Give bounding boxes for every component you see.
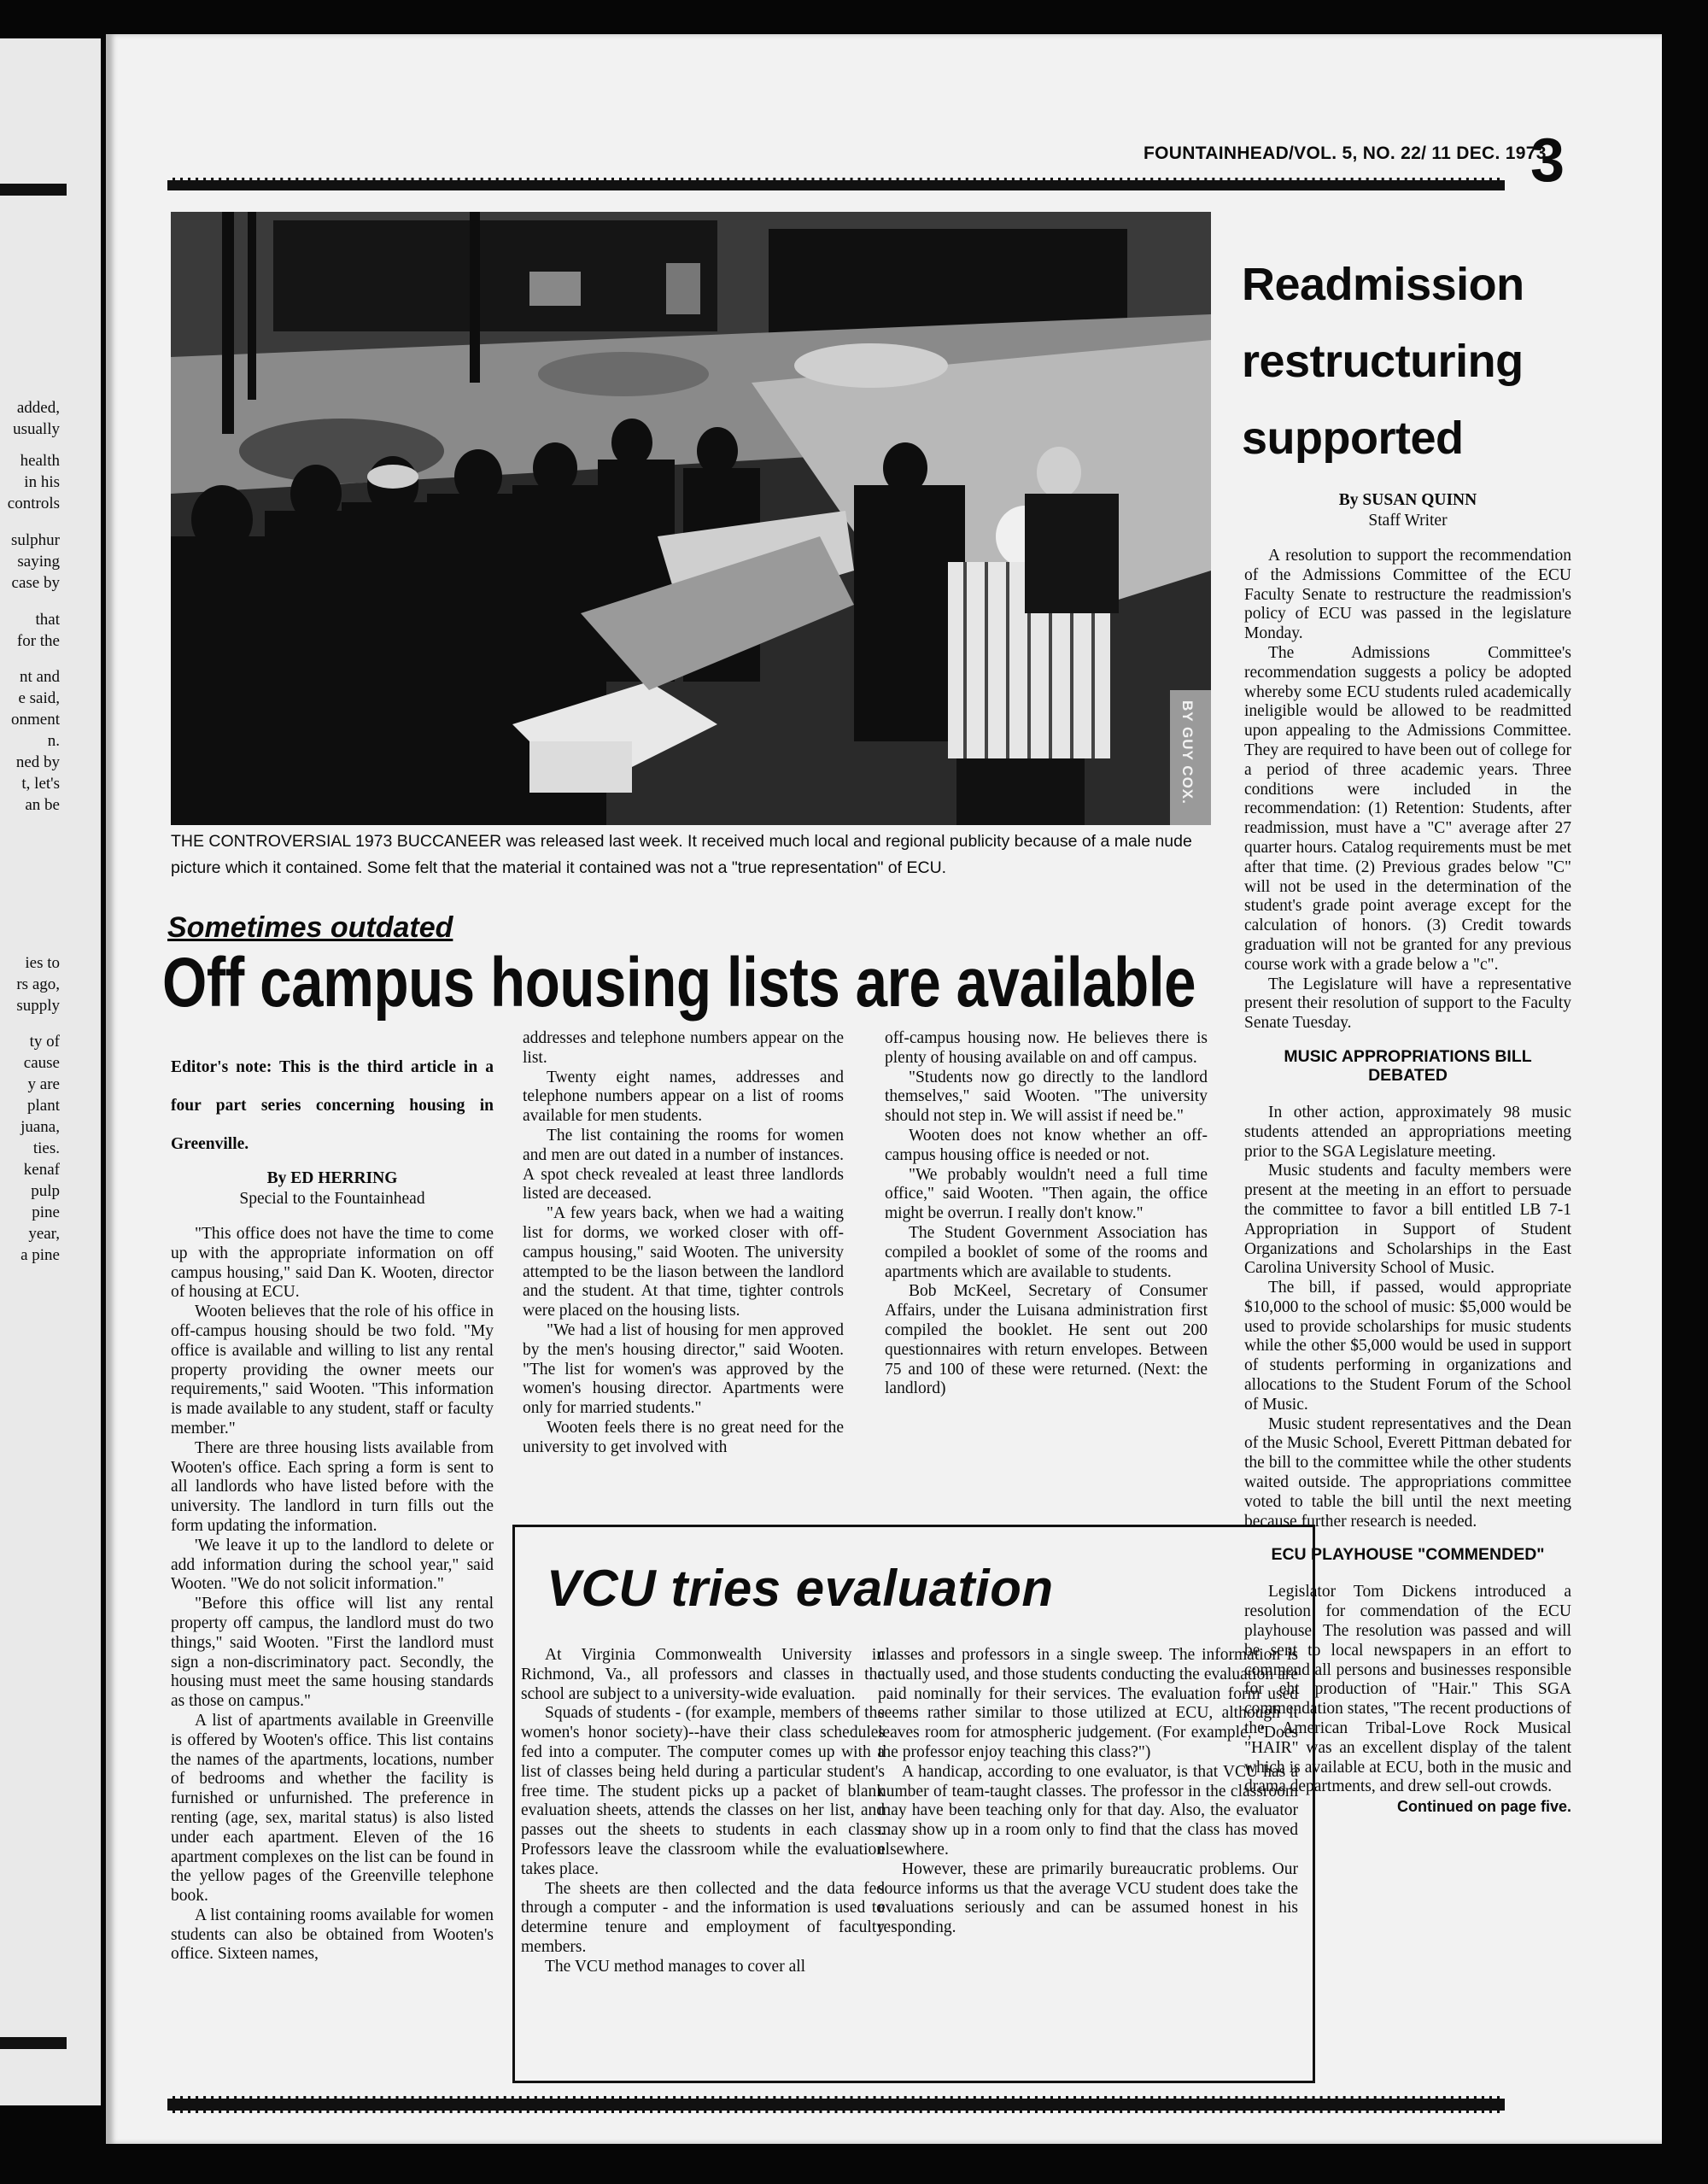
previous-page-rule-bottom bbox=[0, 2037, 67, 2049]
paragraph: "This office does not have the time to come up with the appropriate information on off campus housing," said Dan K. Wooten, director of housing at ECU. bbox=[171, 1225, 494, 1302]
editors-note: Editor's note: This is the third article in a four part series concerning housing in Greenville. bbox=[171, 1058, 494, 1153]
paragraph: "We probably wouldn't need a full time office," said Wooten. "Then again, the office might be overrun. I really don't know." bbox=[885, 1165, 1208, 1223]
paragraph: The Student Government Association has compiled a booklet of some of the rooms and apartments which are available to students. bbox=[885, 1223, 1208, 1281]
paragraph: "Students now go directly to the landlord themselves," said Wooten. "The university should not step in. We will assist if need be." bbox=[885, 1068, 1208, 1126]
housing-column-3-body bbox=[885, 1029, 1208, 1399]
previous-page-rule bbox=[0, 184, 67, 196]
readmission-headline-line: supported bbox=[1242, 413, 1464, 464]
top-rule bbox=[167, 178, 1505, 190]
paragraph: A resolution to support the recommendation of the Admissions Committee of the ECU Faculty Senate to restructure the readmission's policy of ECU was passed in the legislature Monday. bbox=[1244, 547, 1571, 643]
playhouse-subhead: ECU PLAYHOUSE "COMMENDED" bbox=[1271, 1545, 1545, 1565]
newspaper-page bbox=[106, 34, 1662, 2144]
paragraph: There are three housing lists available from Wooten's office. Each spring a form is sent to all landlords who have listed before with the university. The landlord in turn fills out the form updating the information. bbox=[171, 1438, 494, 1535]
previous-page-fragment: that bbox=[35, 611, 60, 629]
previous-page-fragment: saying bbox=[17, 553, 60, 571]
previous-page-fragment: health bbox=[20, 452, 60, 470]
readmission-byline bbox=[1244, 490, 1571, 531]
paragraph: Bob McKeel, Secretary of Consumer Affairs, under the Luisana administration first compiled the booklet. He sent out 200 questionnaires with return envelopes. Between 75 and 100 of these were returned. (Next: the landlord) bbox=[885, 1282, 1208, 1398]
paragraph: classes and professors in a single sweep. The information is actually used, and those students conducting the evaluation are paid nominally for their services. The evaluation form used seems rather similar to those utilized at ECU, although it leaves room for atmospheric judgement. (For example, "Does the professor enjoy teaching this class?") bbox=[878, 1646, 1298, 1761]
housing-byline-title: Special to the Fountainhead bbox=[239, 1190, 425, 1208]
previous-page-fragment: an be bbox=[25, 796, 60, 814]
housing-column-3 bbox=[885, 1029, 1208, 1399]
paragraph: Music students and faculty members were present at the meeting in an effort to persuade the committee to favor a bill entitled LB 7-1 Appropriation in Support of Student Organizations and Scholarships in the East Carolina University School of Music. bbox=[1244, 1162, 1571, 1278]
paragraph: The bill, if passed, would appropriate $10,000 to the school of music: $5,000 would be used to provide scholarships for music students while the other $5,000 would be used in support of students performing in organizations and allocations to the Student Forum of the School of Music. bbox=[1244, 1279, 1571, 1414]
paragraph: At Virginia Commonwealth University in Richmond, Va., all professors and classes in the school are subject to a university-wide evaluation. bbox=[521, 1646, 885, 1703]
readmission-body-1 bbox=[1244, 547, 1571, 1033]
photo-crowd-illustration bbox=[171, 212, 1211, 825]
housing-column-1 bbox=[171, 1048, 494, 1964]
paragraph: The Legislature will have a representative present their resolution of support to the Faculty Senate Tuesday. bbox=[1244, 975, 1571, 1033]
readmission-headline-line: Readmission bbox=[1242, 259, 1524, 310]
vcu-column-1-body bbox=[521, 1646, 885, 1977]
previous-page-fragment: ties. bbox=[32, 1139, 60, 1157]
paragraph: Wooten believes that the role of his office in off-campus housing should be two fold. "My office is available and willing to list any rental property providing the owner meets our requirements," said Wooten. "This information is made available to any student, staff or faculty member." bbox=[171, 1303, 494, 1437]
readmission-headline bbox=[1242, 246, 1524, 477]
previous-page-fragment: pine bbox=[32, 1203, 60, 1221]
housing-column-2 bbox=[523, 1029, 844, 1458]
readmission-byline-name: By SUSAN QUINN bbox=[1338, 491, 1477, 509]
previous-page-fragment: e said, bbox=[18, 689, 60, 707]
bottom-rule bbox=[167, 2096, 1505, 2113]
previous-page-fragment: pulp bbox=[31, 1182, 60, 1200]
previous-page-fragment: a pine bbox=[20, 1246, 60, 1264]
previous-page-strip bbox=[0, 38, 101, 2105]
music-subhead: MUSIC APPROPRIATIONS BILL DEBATED bbox=[1284, 1046, 1532, 1085]
previous-page-fragment: controls bbox=[7, 495, 60, 512]
previous-page-fragment: rs ago, bbox=[16, 975, 60, 993]
previous-page-fragment: n. bbox=[47, 732, 60, 750]
previous-page-fragment: onment bbox=[11, 711, 60, 729]
paragraph: addresses and telephone numbers appear on the list. bbox=[523, 1029, 844, 1067]
previous-page-fragment: for the bbox=[16, 632, 60, 650]
paragraph: The VCU method manages to cover all bbox=[545, 1957, 806, 1976]
previous-page-fragment: ned by bbox=[15, 753, 60, 771]
readmission-headline-line: restructuring bbox=[1242, 336, 1524, 387]
vcu-column-2 bbox=[878, 1646, 1298, 1938]
paragraph: 'We leave it up to the landlord to delete or add information during the school year," said Wooten. "We do not solicit information." bbox=[171, 1536, 494, 1594]
previous-page-fragment: case by bbox=[11, 574, 60, 592]
vcu-column-2-body bbox=[878, 1646, 1298, 1938]
continued-notice: Continued on page five. bbox=[1396, 1798, 1571, 1816]
paragraph: Legislator Tom Dickens introduced a resolution for commendation of the ECU playhouse. The resolution was passed and will be sent to local newspapers in an effort to commend all persons and businesses responsible for eht production of "Hair." This SGA commendation states, "The recent productions of the American Tribal-Love Rock Musical "HAIR" was an excellent display of the talent which is available at ECU, both in the music and drama departments, and drew sell-out crowds. bbox=[1244, 1583, 1571, 1796]
page-number: 3 bbox=[1530, 126, 1565, 195]
previous-page-fragment: supply bbox=[16, 997, 60, 1015]
previous-page-fragment: ty of bbox=[29, 1033, 60, 1051]
previous-page-fragment: year, bbox=[28, 1225, 60, 1243]
photo-caption: THE CONTROVERSIAL 1973 BUCCANEER was released last week. It received much local and regional publicity because of a male nude picture which it contained. Some felt that the material it contained was not a "true representation" of ECU. bbox=[171, 832, 1192, 877]
paragraph: Wooten does not know whether an off-campus housing office is needed or not. bbox=[885, 1126, 1208, 1164]
previous-page-fragment: ies to bbox=[25, 954, 60, 972]
readmission-body-2 bbox=[1244, 1104, 1571, 1532]
housing-byline-name: By ED HERRING bbox=[266, 1169, 398, 1187]
previous-page-fragment: t, let's bbox=[21, 775, 60, 793]
previous-page-fragment: plant bbox=[27, 1097, 60, 1115]
buccaneer-photo bbox=[171, 212, 1211, 825]
housing-kicker: Sometimes outdated bbox=[167, 911, 453, 944]
housing-byline bbox=[171, 1168, 494, 1209]
paragraph: "We had a list of housing for men approved by the men's housing director," said Wooten. "The list for women's was approved by the women's housing director. Apartments were only for married students." bbox=[523, 1320, 844, 1418]
vcu-headline: VCU tries evaluation bbox=[547, 1560, 1054, 1617]
vcu-column-1 bbox=[521, 1646, 885, 1977]
previous-page-fragment: added, bbox=[16, 399, 60, 417]
paragraph: A list containing rooms available for women students can also be obtained from Wooten's office. Sixteen names, bbox=[171, 1906, 494, 1964]
previous-page-fragment: juana, bbox=[20, 1118, 60, 1136]
paragraph: Music student representatives and the Dean of the Music School, Everett Pittman debated for the bill to the committee while the other students waited outside. The appropriations committee voted to table the bill until the next meeting because further research is needed. bbox=[1244, 1414, 1571, 1531]
previous-page-fragment: kenaf bbox=[23, 1161, 60, 1179]
paragraph: A handicap, according to one evaluator, is that VCU has a number of team-taught classes. The professor in the classroom may have been teaching only for that day. Also, the evaluator may show up in a room only to find that the class has moved elsewhere. bbox=[878, 1762, 1298, 1859]
housing-column-1-body bbox=[171, 1225, 494, 1964]
paragraph: The list containing the rooms for women and men are out dated in a number of instances. A spot check revealed at least three landlords listed are deceased. bbox=[523, 1126, 844, 1203]
previous-page-fragment: in his bbox=[24, 473, 60, 491]
previous-page-fragment: usually bbox=[13, 420, 60, 438]
paragraph: Twenty eight names, addresses and telephone numbers appear on a list of rooms available for men students. bbox=[523, 1068, 844, 1126]
paragraph: Squads of students - (for example, members of the women's honor society)--have their class schedules fed into a computer. The computer comes up with a list of classes being held during a particular student's free time. The student picks up a packet of blank evaluation sheets, attends the classes on her list, and passes out the sheets to students in each class. Professors leave the classroom while the evaluation takes place. bbox=[521, 1704, 885, 1878]
housing-column-2-body bbox=[523, 1029, 844, 1458]
paragraph: The sheets are then collected and the data fed through a computer - and the information is used to determine tenure and employment of faculty members. bbox=[521, 1879, 885, 1956]
readmission-body-3 bbox=[1244, 1583, 1571, 1797]
paragraph: However, these are primarily bureaucratic problems. Our source informs us that the average VCU student does take the evaluations seriously and can be assumed honest in his responding. bbox=[878, 1859, 1298, 1937]
paragraph: Wooten feels there is no great need for the university to get involved with bbox=[523, 1418, 844, 1456]
previous-page-fragment: y are bbox=[27, 1075, 60, 1093]
previous-page-fragment: cause bbox=[23, 1054, 60, 1072]
previous-page-fragment: nt and bbox=[20, 668, 60, 686]
folio-line: FOUNTAINHEAD/VOL. 5, NO. 22/ 11 DEC. 1973 bbox=[1144, 143, 1547, 163]
paragraph: In other action, approximately 98 music students attended an appropriations meeting prior to the SGA Legislature meeting. bbox=[1244, 1103, 1571, 1161]
paragraph: off-campus housing now. He believes there is plenty of housing available on and off campus. bbox=[885, 1029, 1208, 1067]
readmission-column bbox=[1244, 485, 1571, 1817]
paragraph: The Admissions Committee's recommendation suggests a policy be adopted whereby some ECU students ruled academically ineligible would be allowed to be readmitted upon appealing to the Admissions Committee. They are required to have been out of college for a period of three academic years. Three conditions were included in the recommendation: (1) Retention: Students, after readmission, must have a "C" average after 27 quarter hours. Catalog requirements must be met after that time. (2) Previous grades below "C" will not be used in the determination of the student's grade point average except for the calculation of honors. (3) Credit towards graduation will not be granted for any previous course work with a grade below a "c". bbox=[1244, 643, 1571, 974]
previous-page-fragment: sulphur bbox=[11, 531, 60, 549]
photo-credit: BY GUY COX. bbox=[1179, 700, 1196, 805]
paragraph: "Before this office will list any rental property off campus, the landlord must do two things," said Wooten. "First the landlord must sign a non-discriminatory pact. Secondly, the housing must meet the same housing standards as those on campus." bbox=[171, 1595, 494, 1711]
housing-headline: Off campus housing lists are available bbox=[162, 944, 1196, 1022]
paragraph: A list of apartments available in Greenville is offered by Wooten's office. This list contains the names of the apartments, locations, number of bedrooms and whether the facility is furnished or unfurnished. The preference in renting (age, sex, marital status) is also listed under each apartment. Eleven of the 16 apartment complexes on the list can be found in the yellow pages of the Greenville telephone book. bbox=[171, 1711, 494, 1906]
paragraph: "A few years back, when we had a waiting list for dorms, we worked closer with off-campus housing," said Wooten. The university attempted to be the liason between the landlord and the student. At that time, tighter controls were placed on the housing lists. bbox=[523, 1204, 844, 1320]
readmission-byline-title: Staff Writer bbox=[1368, 512, 1448, 530]
